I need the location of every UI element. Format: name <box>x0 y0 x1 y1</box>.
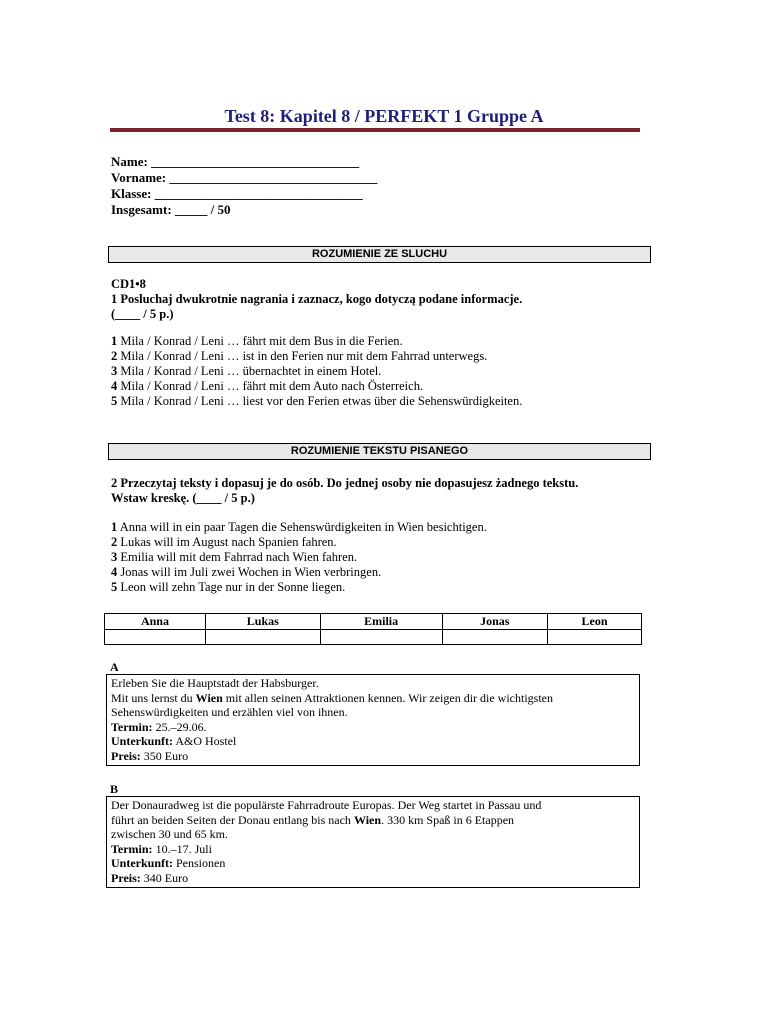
section-heading-reading: ROZUMIENIE TEKSTU PISANEGO <box>108 443 651 460</box>
list-item: 2 Lukas will im August nach Spanien fahren. <box>111 535 337 549</box>
table-header-cell: Emilia <box>320 614 442 630</box>
section2-block <box>111 476 578 595</box>
table-header-cell: Anna <box>105 614 206 630</box>
table-answer-row <box>105 630 642 645</box>
page-title: Test 8: Kapitel 8 / PERFEKT 1 Gruppe A <box>224 106 544 126</box>
answer-table <box>104 613 642 645</box>
section1-block <box>111 277 522 409</box>
table-header-cell: Leon <box>548 614 642 630</box>
table-header-cell: Jonas <box>442 614 548 630</box>
section-heading-listening: ROZUMIENIE ZE SLUCHU <box>108 246 651 263</box>
answer-cell[interactable] <box>105 630 206 645</box>
list-item: 4 Mila / Konrad / Leni … fährt mit dem Auto nach Österreich. <box>111 379 424 393</box>
answer-cell[interactable] <box>442 630 548 645</box>
field-name[interactable]: Name: ________________________________ <box>111 154 360 169</box>
list-item: 1 Mila / Konrad / Leni … fährt mit dem Bus in die Ferien. <box>111 334 403 348</box>
answer-cell[interactable] <box>205 630 320 645</box>
list-item: 5 Mila / Konrad / Leni … liest vor den Ferien etwas über die Sehenswürdigkeiten. <box>111 394 523 408</box>
table-header-row <box>105 614 642 630</box>
text-a-letter: A <box>110 660 119 674</box>
field-klasse[interactable]: Klasse: ________________________________ <box>111 186 363 201</box>
list-item: 5 Leon will zehn Tage nur in der Sonne liegen. <box>111 580 346 594</box>
task2-instruction: 2 Przeczytaj teksty i dopasuj je do osób. Do jednej osoby nie dopasujesz żadnego tekstu. <box>111 476 579 490</box>
title-rule <box>110 128 640 132</box>
answer-cell[interactable] <box>320 630 442 645</box>
list-item: 1 Anna will in ein paar Tagen die Sehenswürdigkeiten in Wien besichtigen. <box>111 520 487 534</box>
student-fields <box>111 154 377 218</box>
task1-points: (____ / 5 p.) <box>111 307 174 321</box>
text-b-box: Der Donauradweg ist die populärste Fahrradroute Europas. Der Weg startet in Passau und führt an beiden Seiten der Donau entlang bis nach Wien. 330 km Spaß in 6 Etappen zwischen 30 und 65 km. Termin: 10.–17. Juli Unterkunft: Pensionen Preis: 340 Euro <box>106 796 640 888</box>
field-insgesamt[interactable]: Insgesamt: _____ / 50 <box>111 202 231 217</box>
list-item: 3 Mila / Konrad / Leni … übernachtet in einem Hotel. <box>111 364 382 378</box>
cd-track: CD1•8 <box>111 277 146 291</box>
list-item: 2 Mila / Konrad / Leni … ist in den Ferien nur mit dem Fahrrad unterwegs. <box>111 349 488 363</box>
list-item: 4 Jonas will im Juli zwei Wochen in Wien verbringen. <box>111 565 382 579</box>
table-header-cell: Lukas <box>205 614 320 630</box>
task1-instruction: 1 Posluchaj dwukrotnie nagrania i zaznacz, kogo dotyczą podane informacje. <box>111 292 523 306</box>
task2-instruction-2: Wstaw kreskę. (____ / 5 p.) <box>111 491 255 505</box>
field-vorname[interactable]: Vorname: ________________________________ <box>111 170 378 185</box>
list-item: 3 Emilia will mit dem Fahrrad nach Wien fahren. <box>111 550 358 564</box>
text-b-letter: B <box>110 782 119 796</box>
answer-cell[interactable] <box>548 630 642 645</box>
text-a-box: Erleben Sie die Hauptstadt der Habsburger. Mit uns lernst du Wien mit allen seinen Attraktionen kennen. Wir zeigen dir die wichtigsten Sehenswürdigkeiten und erzählen viel von ihnen. Termin: 25.–29.06. Unterkunft: A&O Hostel Preis: 350 Euro <box>106 674 640 766</box>
